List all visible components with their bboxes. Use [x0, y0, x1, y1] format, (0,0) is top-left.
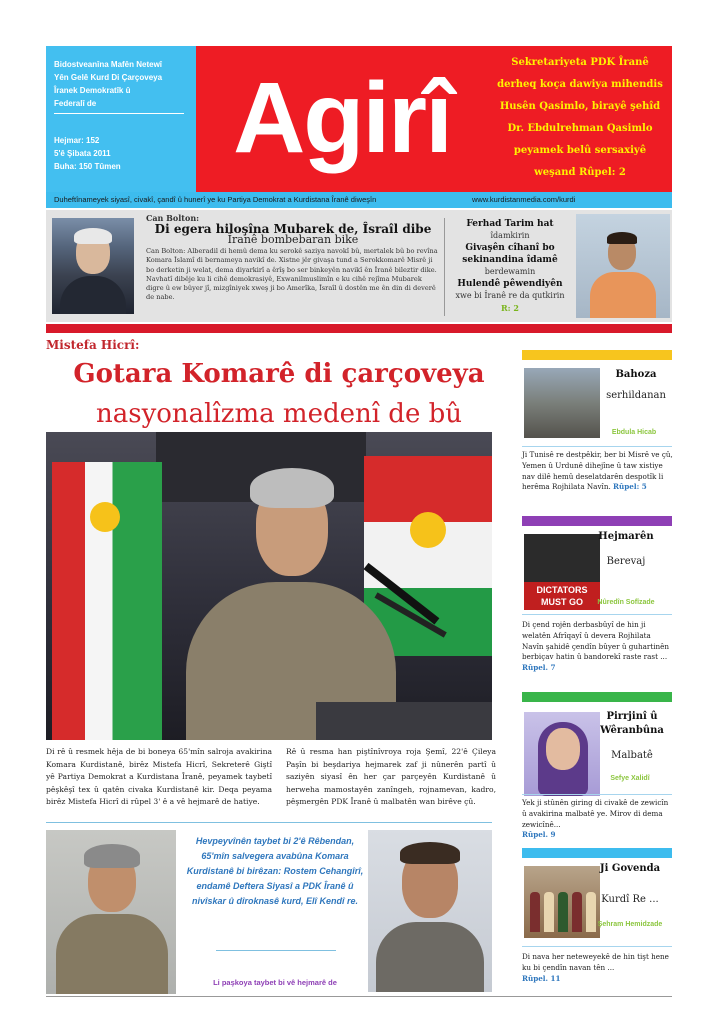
tagline-divider [54, 113, 184, 114]
article-byline: Mistefa Hicrî: [46, 338, 140, 352]
sidebar-body [522, 952, 674, 984]
tarim-teaser[interactable] [448, 218, 572, 314]
sidebar-page-ref[interactable]: Rûpel: 5 [613, 482, 647, 492]
tagline-line: Bidostveanîna Mafên Netewî [54, 60, 163, 69]
tarim-line: xwe bi Îranê re da qutkirin [455, 291, 565, 300]
article-column-1: Di rê û resmek hêja de bi boneya 65'mîn salroja avakirina Komara Kurdistanê, birêz Mistefa Hicrî, Sekreterê Giştî yê Partiya Demokrat a Kurdistana Îranê, peyamek taybetî pêşkêşî tex û qatên civaka Kurdistanê kir. Deqa peyama birêz Mistefa Hicrî di rûpel 3' ê a vê hejmarê de hatiye. [46, 747, 272, 807]
article-headline-line2[interactable]: nasyonalîzma medenî de bû [95, 399, 462, 429]
issue-number: Hejmar: 152 [54, 136, 100, 145]
sidebar-title[interactable]: Hejmarên [598, 531, 654, 542]
sidebar-divider [522, 946, 672, 947]
sidebar-color-bar [522, 848, 672, 858]
sidebar-body-text: Di nava her neteweyekê de hin tişt hene ku bi çendîn navan tên ... [522, 952, 669, 972]
tarim-line: berdewamin [484, 267, 536, 276]
sidebar-author: Şehram Hemidzade [597, 921, 663, 928]
newspaper-logo [196, 46, 488, 192]
article-divider [46, 822, 492, 823]
strapline-text: Duheftînameyek siyasî, civakî, çandî û hunerî ye ku Partiya Demokrat a Kurdistana Îranê diweşîn [54, 195, 377, 204]
tarim-headline: Ferhad Tarim hat [466, 219, 554, 229]
sidebar-divider [522, 794, 672, 795]
masthead-tagline-box [46, 46, 196, 192]
tagline-line: Îranek Demokratîk û [54, 86, 131, 95]
article-column-2: Rê û resma han piştînîvroya roja Şemî, 22'ê Çileya Paşîn bi beşdariya hejmarek zaf ji nûnerên partî û saziyên siyasî ên her çar parçeyên Kurdistanê û herweha mamostayên zanîngeh, rojnamevan, kadro, pêşmergên PDK Îranê û malbatên wan birêve çû. [286, 747, 496, 807]
bolton-photo [52, 218, 134, 314]
article-main-photo [46, 432, 492, 740]
promo-divider [216, 950, 336, 951]
sidebar-author: Ebdula Hicab [611, 429, 657, 436]
teaser-label: Can Bolton: [146, 213, 200, 223]
sidebar-page-ref[interactable]: Rûpel. 7 [522, 663, 556, 673]
interviewee-photo-right [368, 830, 492, 992]
tarim-line: sekinandina îdamê [462, 255, 558, 265]
tarim-line: îdamkirin [490, 231, 530, 240]
sidebar-page-ref[interactable]: Rûpel. 11 [522, 973, 561, 983]
masthead-strapline [46, 192, 672, 208]
tarim-line: Hulendê pêwendiyên [457, 279, 563, 289]
sidebar-subtitle: Kurdî Re ... [601, 894, 659, 905]
teaser-subhead: Îranê bombebaran bike [227, 232, 359, 246]
sidebar-title[interactable]: Pirrjinî û Wêranbûna [600, 711, 664, 736]
sidebar-body-text: Yek ji stûnên giring di civakê de zewicîn û avakirina malbatê ye. Mirov di dema zewicînê... [522, 798, 669, 829]
article-headline[interactable]: Gotara Komarê di çarçoveya [73, 359, 485, 389]
logo-text: Agirî [233, 62, 451, 174]
bolton-teaser[interactable] [146, 214, 440, 318]
masthead-lead-teaser[interactable] [488, 46, 672, 192]
interviewee-photo-left [46, 830, 176, 994]
section-divider [46, 324, 672, 333]
sidebar-title[interactable]: Ji Govenda [599, 863, 661, 874]
sidebar-color-bar [522, 516, 672, 526]
website-link[interactable]: www.kurdistanmedia.com/kurdi [472, 195, 576, 204]
sidebar-color-bar [522, 692, 672, 702]
sidebar-body [522, 620, 674, 674]
teaser-divider [444, 218, 445, 316]
sidebar-divider [522, 446, 672, 447]
teaser-headline[interactable]: Di egera hiloşîna Mubarek de, Îsraîl dibe [154, 222, 432, 237]
protest-thumbnail [524, 368, 600, 438]
tarim-line: Givaşên cîhanî bo [465, 243, 555, 253]
teaser-body: Can Bolton: Alberadil di hemû dema ku serokê saziya navokî bû, mertalek bû bo revîna Komara Îslamî di bernameya navikî de. Xistne jêr givaşa tund a Serokkomarê Misrê ji bo derketin ji welat, dema diyarkirî a êrîş bo ser binkeyên navikî ên Îranê bileztir dike. Navhatî dibêje ku li cihê demokrasiyê, Exwanilmuslimîn e ku cihê rejîma Mubarek digre û ew bûyer jî, mizgîniyek xweş ji bo Amerîka, Îsraîl û dostên me ên din di deverê de nabe. [146, 247, 438, 302]
lead-teaser-text: Sekretariyeta PDK Îranê derheq koça dawiya mihendis Husên Qasimlo, birayê şehîd Dr. Ebdulrehman Qasimlo peyamek belû sersaxiyê weşand [497, 57, 663, 178]
sidebar-author: Nûredîn Sofîzade [597, 599, 655, 606]
tagline-line: Yên Gelê Kurd Di Çarçoveya [54, 73, 163, 82]
issue-date: 5'ê Şibata 2011 [54, 149, 111, 158]
sidebar-color-bar [522, 350, 672, 360]
sidebar-subtitle: Berevaj [606, 556, 646, 567]
teaser-band [46, 210, 672, 322]
dance-thumbnail [524, 866, 600, 938]
poster-text: DICTATORS MUST GO [524, 582, 600, 610]
author-portrait-thumbnail [524, 712, 600, 796]
interview-promo[interactable]: Hevpeyvînên taybet bi 2'ê Rêbendan, 65'mîn salvegera avabûna Komara Kurdistanê bi birêzan: Rostem Cehangîrî, endamê Deftera Siyasî a PDK Îranê û nivîskar û dîroknasê kurd, Elî Kendî re. [186, 836, 364, 906]
page-bottom-rule [46, 996, 672, 997]
tarim-photo [576, 214, 670, 318]
sidebar-body [522, 798, 674, 841]
tagline-line: Federalî de [54, 99, 97, 108]
sidebar-body-text: Ji Tunisê re destpêkir, ber bi Misrê ve çû, Yemen û Urdunê dihejîne û taw xistiye nav dilê hemû deselatdarên despotîk li herêma Rojhilata Navîn. [522, 450, 673, 492]
sidebar-subtitle: Malbatê [611, 750, 653, 761]
sidebar-body-text: Di çend rojên derbasbûyî de hin ji welatên Afrîqayî û devera Rojhilata Navîn şahidê çendîn bûyer û guhartinên berbiçav hatin û bandorekî raste rast ... [522, 620, 670, 662]
sidebar-body [522, 450, 674, 493]
lead-teaser-page-ref[interactable]: Rûpel: 2 [578, 167, 626, 178]
sidebar-title[interactable]: Bahoza [615, 369, 657, 380]
supplement-note: Li paşkoya taybet bi vê hejmarê de [213, 978, 337, 987]
sidebar-author: Sefye Xalidî [610, 775, 650, 782]
tarim-page-ref[interactable]: R: 2 [501, 303, 519, 313]
issue-price: Buha: 150 Tûmen [54, 162, 121, 171]
masthead [46, 46, 672, 192]
sidebar-page-ref[interactable]: Rûpel. 9 [522, 830, 556, 840]
sidebar-divider [522, 614, 672, 615]
kurdistan-flag-left [52, 462, 162, 740]
sidebar-subtitle: serhildanan [606, 390, 666, 401]
